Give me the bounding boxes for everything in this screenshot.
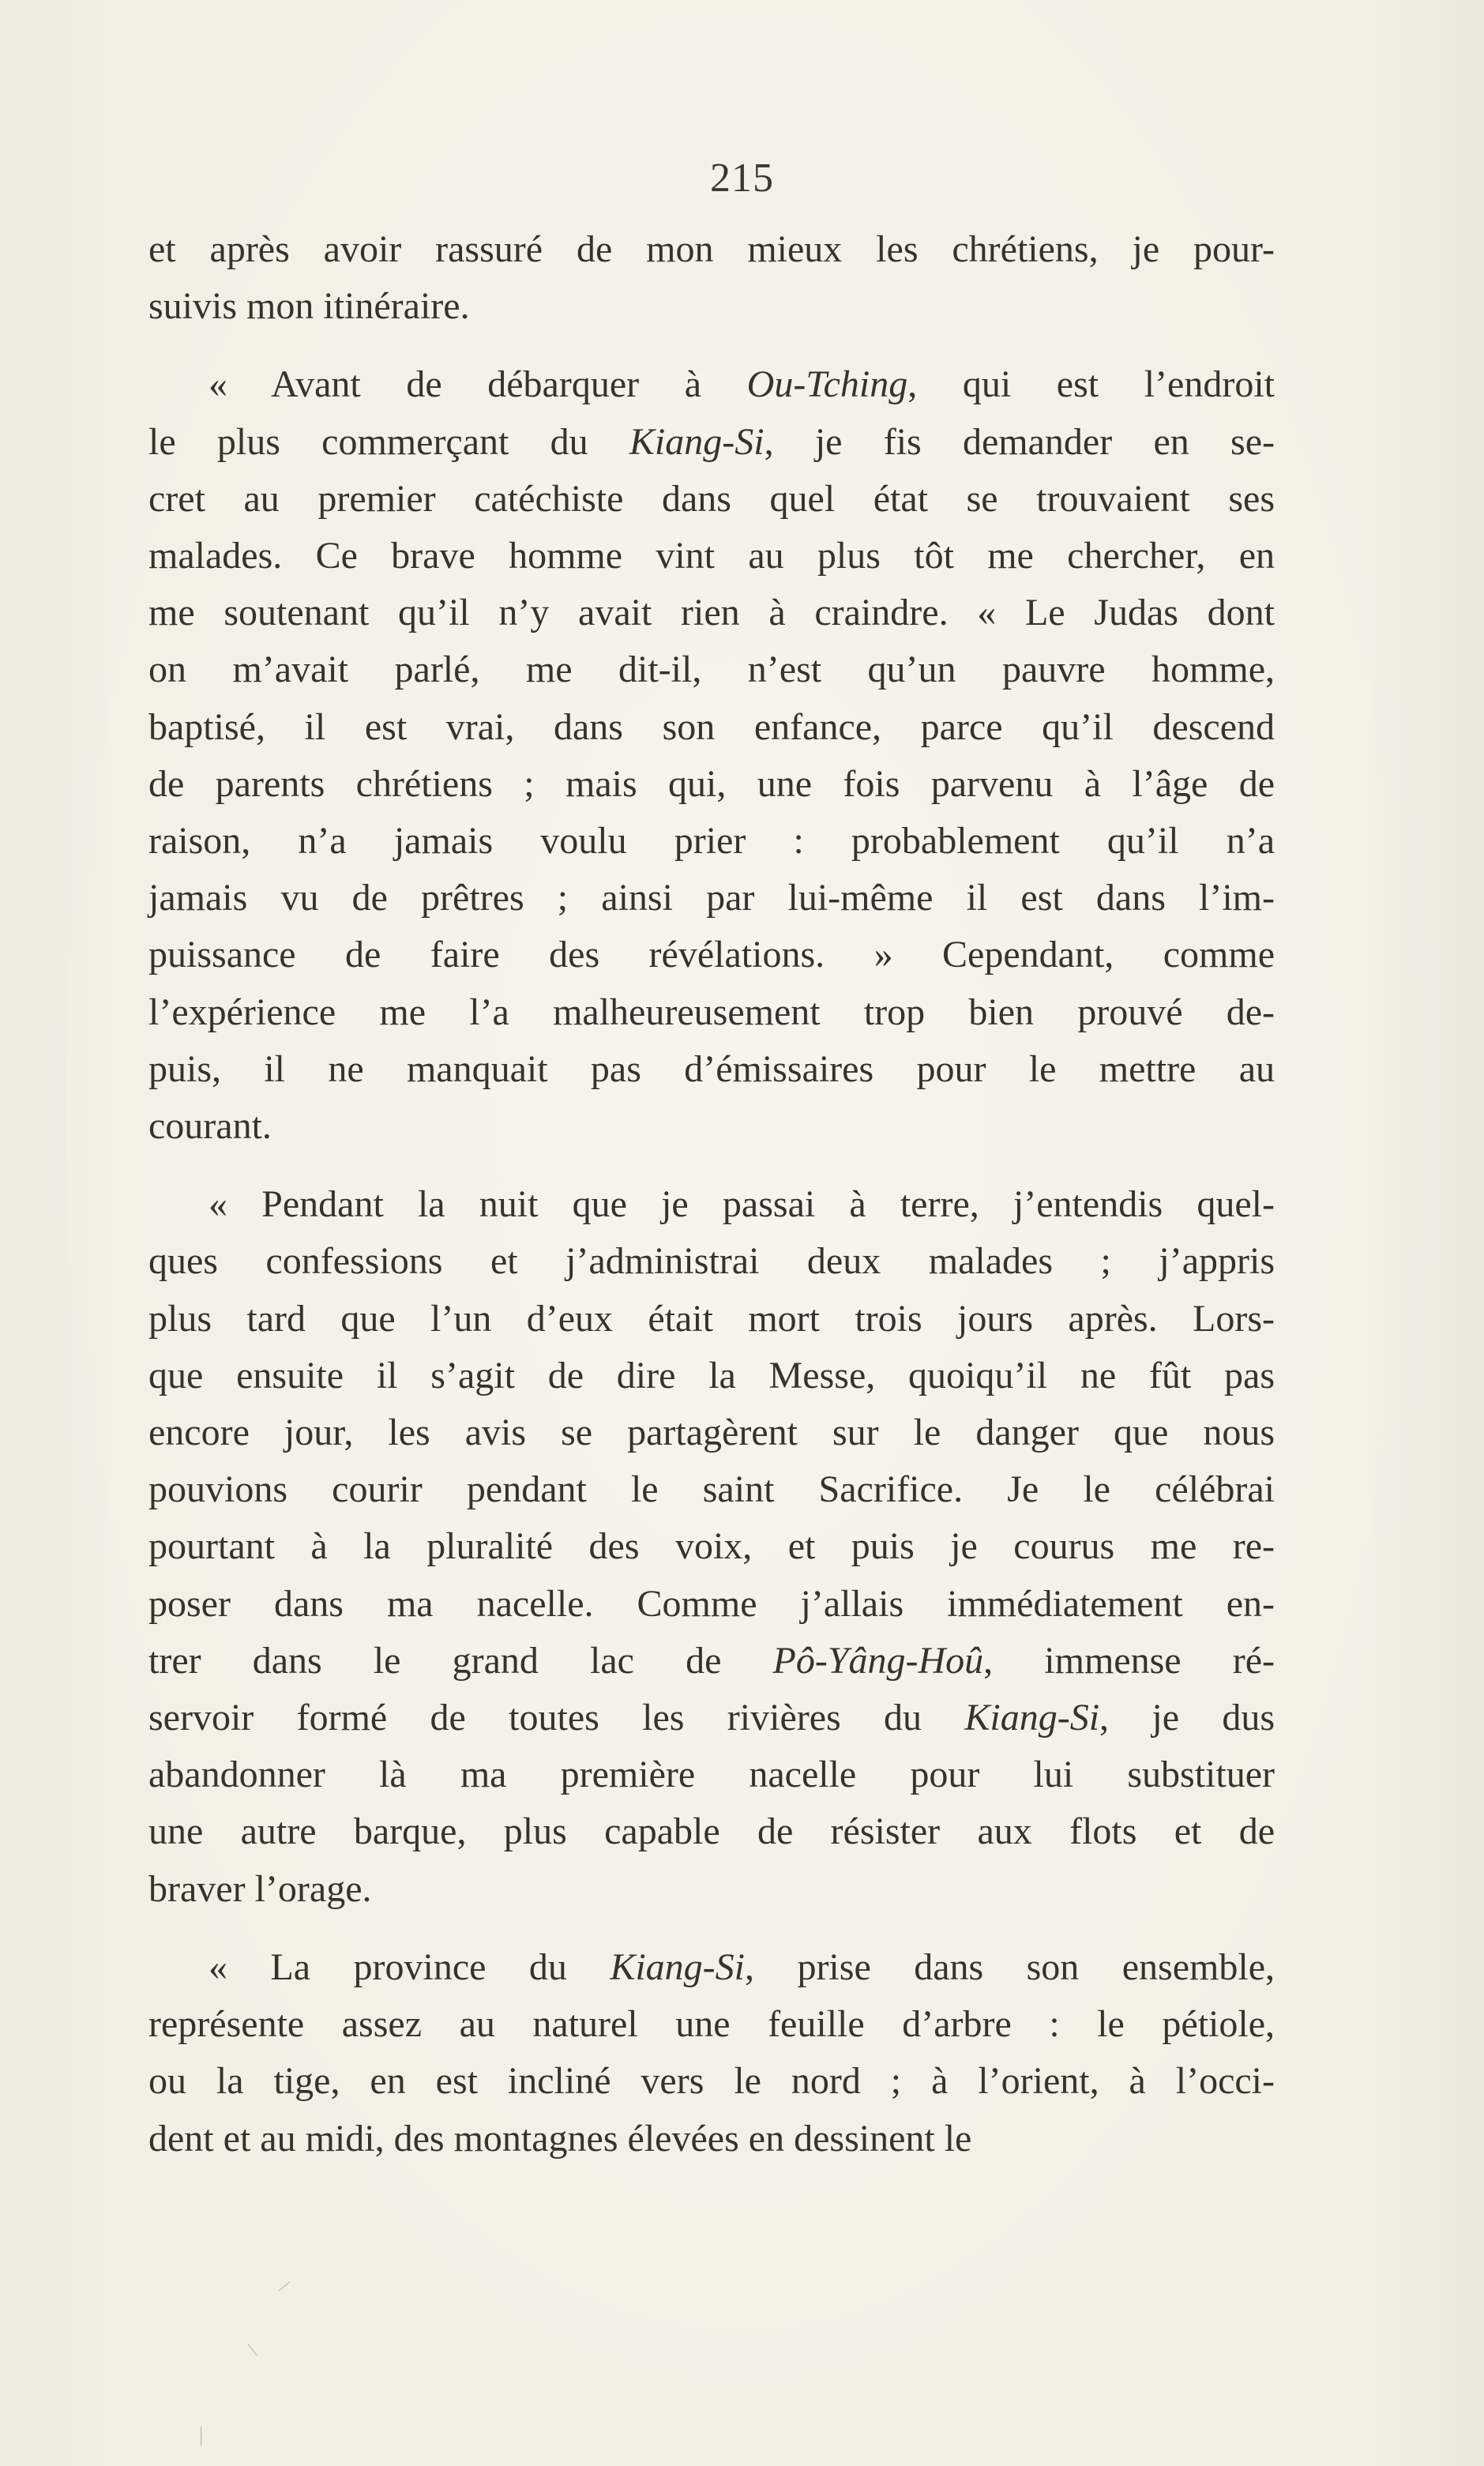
text-run: malades. Ce brave homme vint au plus tôt me chercher, en xyxy=(148,535,1275,577)
text-line xyxy=(148,813,1275,870)
text-run: baptisé, il est vrai, dans son enfance, parce qu’il descend xyxy=(148,705,1275,748)
paragraph-p2 xyxy=(148,356,1275,1155)
text-line xyxy=(148,1404,1275,1461)
paper-speck: \ xyxy=(246,2337,259,2362)
text-run: de parents chrétiens ; mais qui, une fois parvenu à l’âge de xyxy=(148,762,1275,805)
text-line xyxy=(148,356,1275,413)
text-line xyxy=(148,1690,1275,1746)
text-line xyxy=(148,1803,1275,1860)
text-run: ques confessions et j’administrai deux malades ; j’appris xyxy=(148,1240,1275,1283)
text-line xyxy=(148,1518,1275,1575)
page-text xyxy=(148,221,1275,2167)
text-line xyxy=(148,414,1275,471)
italic-name: Kiang-Si xyxy=(610,1945,745,1988)
text-run: trer dans le grand lac de xyxy=(148,1639,773,1682)
text-run: abandonner là ma première nacelle pour lui substituer xyxy=(148,1754,1275,1796)
text-line xyxy=(148,756,1275,813)
text-run: représente assez au naturel une feuille d’arbre : le pétiole, xyxy=(148,2003,1275,2046)
text-run: suivis mon itinéraire. xyxy=(148,285,470,328)
text-run: me soutenant qu’il n’y avait rien à craindre. « Le Judas dont xyxy=(148,592,1275,634)
paper-speck: | xyxy=(199,2423,204,2446)
text-line xyxy=(148,870,1275,927)
text-line xyxy=(148,585,1275,641)
text-line xyxy=(148,1291,1275,1348)
italic-name: Pô-Yâng-Hoû xyxy=(772,1639,984,1682)
text-run: « Avant de débarquer à xyxy=(209,363,747,406)
text-run: on m’avait parlé, me dit-il, n’est qu’un pauvre homme, xyxy=(148,648,1275,691)
text-run: plus tard que l’un d’eux était mort trois jours après. Lors- xyxy=(148,1297,1275,1340)
text-line xyxy=(148,2111,1275,2167)
italic-name: Ou-Tching xyxy=(746,363,908,406)
italic-name: Kiang-Si xyxy=(629,420,765,463)
paragraph-p3 xyxy=(148,1176,1275,1918)
text-run: , je dus xyxy=(1099,1697,1275,1739)
text-run: puis, il ne manquait pas d’émissaires pour le mettre au xyxy=(148,1047,1275,1090)
text-run: jamais vu de prêtres ; ainsi par lui-même il est dans l’im- xyxy=(148,877,1275,919)
text-run: que ensuite il s’agit de dire la Messe, quoiqu’il ne fût pas xyxy=(148,1354,1275,1397)
text-run: braver l’orage. xyxy=(148,1867,372,1910)
text-line xyxy=(148,1233,1275,1290)
text-run: pourtant à la pluralité des voix, et puis je courus me re- xyxy=(148,1525,1275,1568)
text-line xyxy=(148,1461,1275,1518)
text-run: , immense ré- xyxy=(983,1639,1275,1682)
text-line xyxy=(148,221,1275,278)
text-run: « La province du xyxy=(209,1945,611,1988)
italic-name: Kiang-Si xyxy=(964,1697,1100,1739)
text-line xyxy=(148,1176,1275,1233)
text-run: , prise dans son ensemble, xyxy=(745,1945,1275,1988)
text-line xyxy=(148,1939,1275,1996)
text-run: puissance de faire des révélations. » Cependant, comme xyxy=(148,934,1275,976)
text-line xyxy=(148,984,1275,1041)
text-line xyxy=(148,699,1275,756)
text-run: courant. xyxy=(148,1105,272,1148)
text-run: une autre barque, plus capable de résister aux flots et de xyxy=(148,1810,1275,1853)
text-run: ou la tige, en est incliné vers le nord ; à l’orient, à l’occi- xyxy=(148,2060,1275,2103)
paragraph-p4 xyxy=(148,1939,1275,2167)
text-run: cret au premier catéchiste dans quel état se trouvaient ses xyxy=(148,477,1275,520)
text-run: « Pendant la nuit que je passai à terre, j’entendis quel- xyxy=(209,1183,1275,1226)
text-run: poser dans ma nacelle. Comme j’allais immédiatement en- xyxy=(148,1582,1275,1625)
text-line xyxy=(148,641,1275,698)
text-line xyxy=(148,1348,1275,1404)
text-line xyxy=(148,1576,1275,1633)
text-line xyxy=(148,1041,1275,1098)
text-line xyxy=(148,471,1275,528)
text-line xyxy=(148,1861,1275,1918)
text-run: raison, n’a jamais voulu prier : probablement qu’il n’a xyxy=(148,820,1275,863)
text-run: dent et au midi, des montagnes élevées en dessinent le xyxy=(148,2117,972,2160)
text-line xyxy=(148,1098,1275,1155)
paper-speck: / xyxy=(276,2275,293,2298)
text-line xyxy=(148,1633,1275,1690)
text-run: servoir formé de toutes les rivières du xyxy=(148,1697,965,1739)
paragraph-p1 xyxy=(148,221,1275,335)
text-line xyxy=(148,528,1275,585)
text-run: pouvions courir pendant le saint Sacrifice. Je le célébrai xyxy=(148,1468,1275,1511)
text-run: encore jour, les avis se partagèrent sur le danger que nous xyxy=(148,1412,1275,1454)
text-line xyxy=(148,927,1275,983)
text-line xyxy=(148,278,1275,335)
page-number: 215 xyxy=(710,156,774,201)
text-run: l’expérience me l’a malheureusement trop bien prouvé de- xyxy=(148,991,1275,1033)
text-run: , je fis demander en se- xyxy=(764,420,1275,463)
text-line xyxy=(148,1996,1275,2053)
text-line xyxy=(148,1746,1275,1803)
text-run: le plus commerçant du xyxy=(148,420,629,463)
text-run: , qui est l’endroit xyxy=(907,363,1275,406)
text-run: et après avoir rassuré de mon mieux les chrétiens, je pour- xyxy=(148,228,1275,270)
text-line xyxy=(148,2053,1275,2110)
